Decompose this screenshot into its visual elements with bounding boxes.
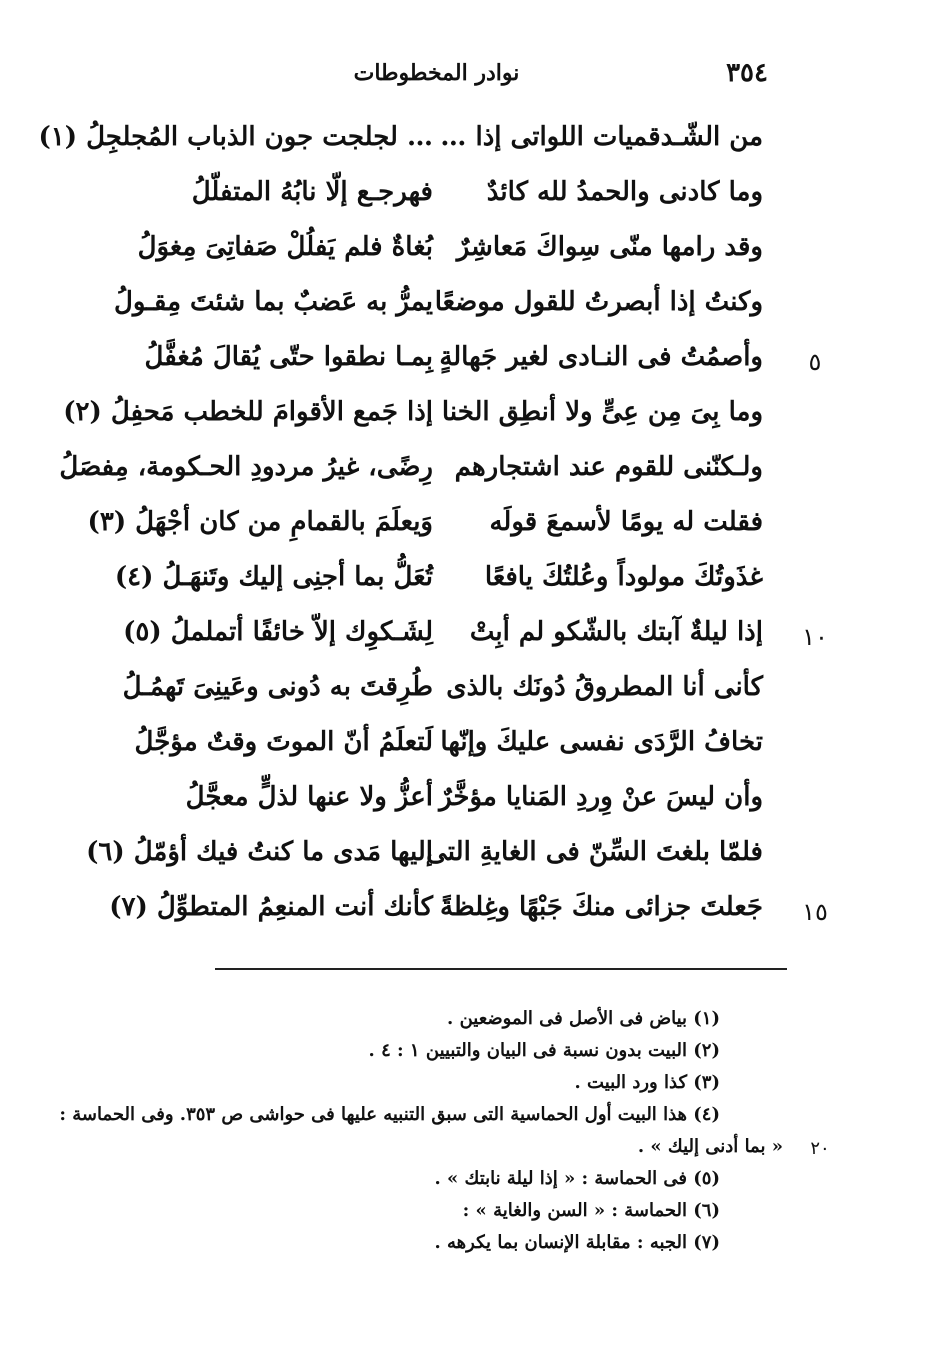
verse-second-hemistich: لَتعلَمُ أنّ الموتَ وقتٌ مؤجَّلُ <box>134 727 433 757</box>
verse-second-hemistich: رِضًى، غيرُ مردودِ الحـكومة، مِفصَلُ <box>59 452 433 482</box>
verse-second-hemistich: إليها مَدى ما كنتُ فيك أؤمّلُ (٦) <box>86 837 433 867</box>
verse-line <box>0 338 933 392</box>
verse-second-hemistich: فهرجـع إلّا نابُهُ المتفلّلُ <box>191 177 433 207</box>
running-title: نوادر المخطوطات <box>353 60 520 86</box>
verse-line <box>0 448 933 502</box>
verse-first-hemistich: فقلت له يومًا لأسمعَ قولَه <box>489 507 763 537</box>
verse-first-hemistich: وأصمُتُ فى النـادى لغير جَهالةٍ <box>439 342 763 372</box>
verse-line <box>0 613 933 667</box>
verse-first-hemistich: وما بِىَ مِن عِىٍّ ولا أنطِق الخنا <box>441 397 763 427</box>
verse-line <box>0 558 933 612</box>
verse-line <box>0 228 933 282</box>
verse-first-hemistich: جَعلتَ جزائى منكَ جَبْهًا وغِلظةً <box>439 892 763 922</box>
verse-line <box>0 503 933 557</box>
footnote: (٢) البيت بدون نسبة فى البيان والتبيين ١ : ٤ . <box>368 1040 720 1061</box>
line-number: ٥ <box>808 348 822 376</box>
footnote: (٤) هذا البيت أول الحماسية التى سبق التنبيه عليها فى حواشى ص ٣٥٣. وفى الحماسة : <box>59 1104 720 1125</box>
verse-line <box>0 668 933 722</box>
verse-line <box>0 888 933 942</box>
verse-second-hemistich: إذا جَمع الأقوامَ للخطب مَحفِلُ (٢) <box>63 397 433 427</box>
verse-second-hemistich: بِمـا نطقوا حتّى يُقالَ مُغفَّلُ <box>144 342 433 372</box>
footnote: (٣) كذا ورد البيت . <box>574 1072 720 1093</box>
verse-first-hemistich: إذا ليلةٌ آبتك بالشّكو لم أبِتْ <box>469 617 763 647</box>
verse-first-hemistich: وما كادنى والحمدُ لله كائدٌ <box>486 177 763 207</box>
footnote: (١) بياض فى الأصل فى الموضعين . <box>447 1008 720 1029</box>
verse-first-hemistich: وكنتُ إذا أبصرتُ للقول موضعًا <box>434 287 763 317</box>
verse-second-hemistich: لِشَـكوِك إلاّ خائفًا أتململُ (٥) <box>123 617 433 647</box>
verse-first-hemistich: وأن ليسَ عنْ وِردِ المَنايا مؤخَّرٌ <box>439 782 763 812</box>
verse-first-hemistich: كأنى أنا المطروقُ دُونَك بالذى <box>446 672 763 702</box>
line-number: ٢٠ <box>810 1138 830 1159</box>
page-header <box>0 58 933 88</box>
verse-second-hemistich: كأنك أنت المنعِمُ المتطوِّلُ (٧) <box>109 892 433 922</box>
verse-second-hemistich: يمرُّ به عَضبٌ بما شئتَ مِقـولُ <box>113 287 433 317</box>
verse-second-hemistich: … لجلجت جون الذباب المُجلجِلُ (١) <box>38 122 433 152</box>
footnote: (٦) الحماسة : « السن والغاية » : <box>462 1200 720 1221</box>
verse-first-hemistich: تخافُ الرَّدَى نفسى عليكَ وإنّها <box>440 727 763 757</box>
verse-line <box>0 778 933 832</box>
line-number: ١٠ <box>802 623 828 651</box>
verse-line <box>0 173 933 227</box>
page-number: ٣٥٤ <box>726 58 768 88</box>
verse-line <box>0 118 933 172</box>
verse-second-hemistich: أعزُّ ولا عنها لذلٍّ معجَّلُ <box>185 782 433 812</box>
line-number: ١٥ <box>802 898 828 926</box>
verse-second-hemistich: تُعَلُّ بما أجنِى إليك وتَنهَـلُ (٤) <box>114 562 433 592</box>
verse-line <box>0 393 933 447</box>
verse-first-hemistich: ولـكنّنى للقوم عند اشتجارهم <box>454 452 763 482</box>
verse-first-hemistich: من الشّـدقميات اللواتى إذا … <box>440 122 763 152</box>
verse-second-hemistich: وَيعلَمَ بالقمامِ من كان أجْهَلُ (٣) <box>87 507 433 537</box>
footnote: (٥) فى الحماسة : « إذا ليلة نابتك » . <box>434 1168 720 1189</box>
footnote-divider <box>215 968 787 970</box>
verse-first-hemistich: وقد رامها منّى سِواكَ مَعاشِرٌ <box>456 232 763 262</box>
verse-line <box>0 283 933 337</box>
verse-line <box>0 723 933 777</box>
verse-second-hemistich: بُغاةٌ فلم يَفلُلْ صَفاتِىَ مِغوَلُ <box>137 232 433 262</box>
footnote: (٧) الجبه : مقابلة الإنسان بما يكرهه . <box>434 1232 720 1253</box>
verse-second-hemistich: طُرِقتَ به دُونى وعَينِىَ تَهمُـلُ <box>122 672 433 702</box>
verse-first-hemistich: فلمّا بلغتَ السِّنّ فى الغايةِ التى <box>426 837 763 867</box>
footnote: « بما أدنى إليك » . <box>637 1136 783 1157</box>
verse-line <box>0 833 933 887</box>
verse-first-hemistich: غذَوتُكَ مولوداً وعُلتُكَ يافعًا <box>484 562 763 592</box>
